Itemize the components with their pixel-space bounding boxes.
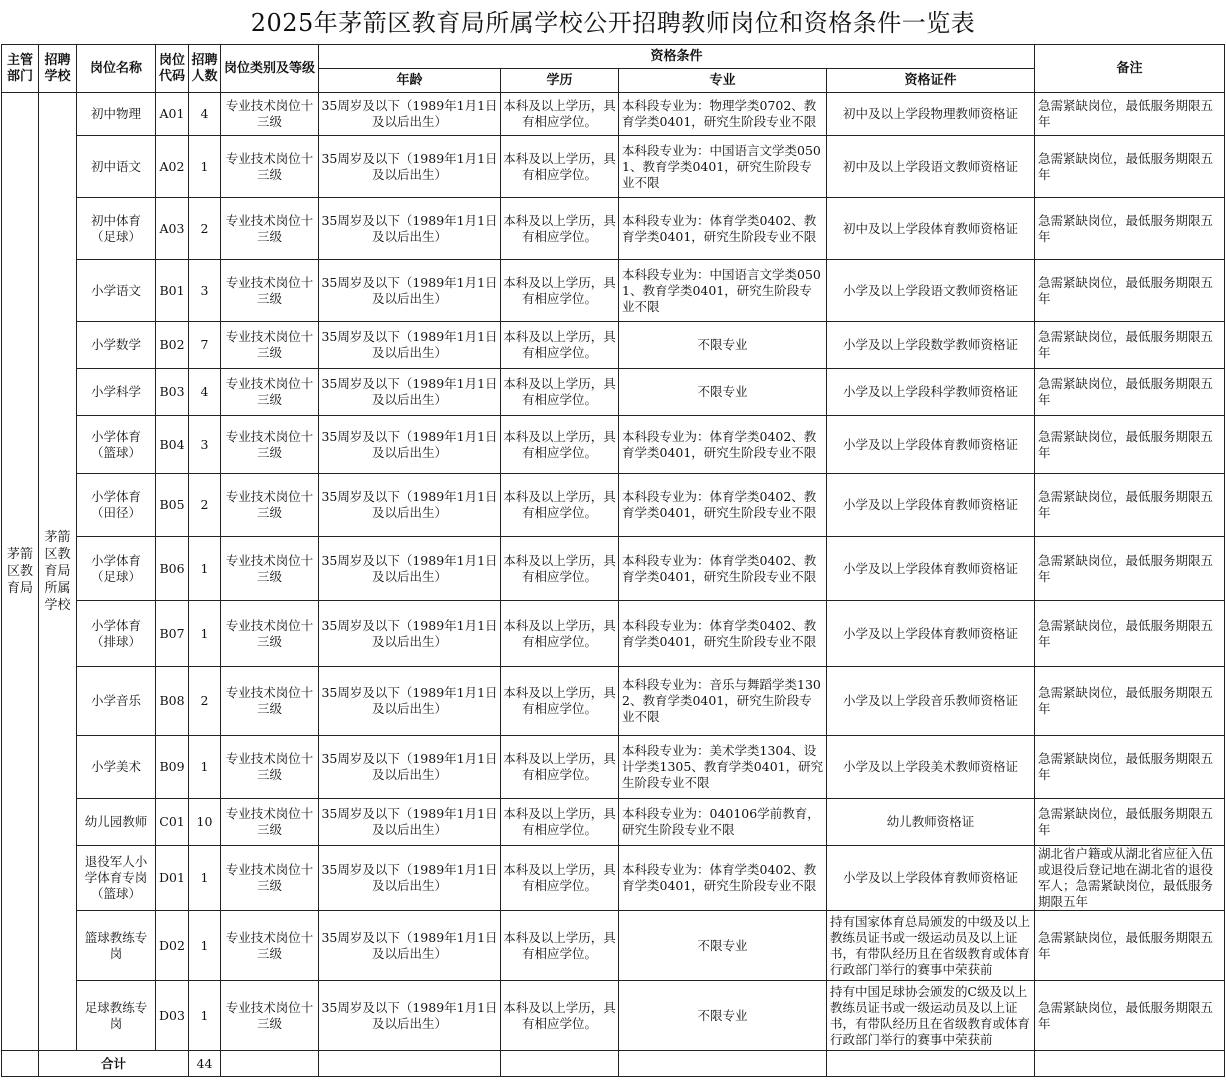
header-count: 招聘人数 [189, 45, 221, 93]
header-category: 岗位类别及等级 [221, 45, 319, 93]
major-cell: 本科段专业为：体育学类0402、教育学类0401，研究生阶段专业不限 [619, 537, 827, 601]
post-code-cell: A02 [156, 136, 189, 198]
age-cell: 35周岁及以下（1989年1月1日及以后出生） [319, 736, 501, 799]
age-cell: 35周岁及以下（1989年1月1日及以后出生） [319, 667, 501, 736]
education-cell: 本科及以上学历，具有相应学位。 [501, 416, 619, 474]
count-cell: 4 [189, 93, 221, 136]
remarks-cell: 急需紧缺岗位，最低服务期限五年 [1035, 667, 1225, 736]
age-cell: 35周岁及以下（1989年1月1日及以后出生） [319, 911, 501, 981]
post-name-cell: 小学体育（篮球） [77, 416, 156, 474]
category-cell: 专业技术岗位十三级 [221, 369, 319, 416]
total-empty [619, 1051, 827, 1077]
table-row [2, 322, 1225, 369]
page-title: 2025年茅箭区教育局所属学校公开招聘教师岗位和资格条件一览表 [250, 9, 976, 37]
post-code-cell: B09 [156, 736, 189, 799]
category-cell: 专业技术岗位十三级 [221, 474, 319, 537]
major-cell: 本科段专业为：体育学类0402、教育学类0401，研究生阶段专业不限 [619, 416, 827, 474]
age-cell: 35周岁及以下（1989年1月1日及以后出生） [319, 799, 501, 846]
total-empty [1035, 1051, 1225, 1077]
education-cell: 本科及以上学历，具有相应学位。 [501, 322, 619, 369]
post-code-cell: A01 [156, 93, 189, 136]
table-row [2, 369, 1225, 416]
certificate-cell: 小学及以上学段科学教师资格证 [827, 369, 1035, 416]
age-cell: 35周岁及以下（1989年1月1日及以后出生） [319, 198, 501, 260]
education-cell: 本科及以上学历，具有相应学位。 [501, 667, 619, 736]
count-cell: 1 [189, 736, 221, 799]
remarks-cell: 急需紧缺岗位，最低服务期限五年 [1035, 736, 1225, 799]
major-cell: 本科段专业为：中国语言文学类0501、教育学类0401，研究生阶段专业不限 [619, 136, 827, 198]
category-cell: 专业技术岗位十三级 [221, 981, 319, 1051]
header-certificate: 资格证件 [827, 69, 1035, 93]
count-cell: 1 [189, 136, 221, 198]
certificate-cell: 小学及以上学段数学教师资格证 [827, 322, 1035, 369]
age-cell: 35周岁及以下（1989年1月1日及以后出生） [319, 846, 501, 911]
certificate-cell: 持有国家体育总局颁发的中级及以上教练员证书或一级运动员及以上证书，有带队经历且在省级教育或体育行政部门举行的赛事中荣获前 [827, 911, 1035, 981]
post-name-cell: 初中语文 [77, 136, 156, 198]
age-cell: 35周岁及以下（1989年1月1日及以后出生） [319, 136, 501, 198]
post-code-cell: B05 [156, 474, 189, 537]
post-code-cell: B04 [156, 416, 189, 474]
category-cell: 专业技术岗位十三级 [221, 93, 319, 136]
major-cell: 本科段专业为：音乐与舞蹈学类1302、教育学类0401，研究生阶段专业不限 [619, 667, 827, 736]
table-row [2, 93, 1225, 136]
category-cell: 专业技术岗位十三级 [221, 799, 319, 846]
table-row [2, 846, 1225, 911]
table-row [2, 799, 1225, 846]
education-cell: 本科及以上学历，具有相应学位。 [501, 981, 619, 1051]
age-cell: 35周岁及以下（1989年1月1日及以后出生） [319, 416, 501, 474]
count-cell: 1 [189, 537, 221, 601]
education-cell: 本科及以上学历，具有相应学位。 [501, 198, 619, 260]
header-post-code: 岗位代码 [156, 45, 189, 93]
count-cell: 3 [189, 260, 221, 322]
post-name-cell: 小学音乐 [77, 667, 156, 736]
education-cell: 本科及以上学历，具有相应学位。 [501, 736, 619, 799]
recruitment-table [1, 44, 1225, 1077]
header-dept: 主管部门 [2, 45, 39, 93]
table-row [2, 911, 1225, 981]
total-empty [501, 1051, 619, 1077]
major-cell: 不限专业 [619, 369, 827, 416]
header-qualification: 资格条件 [319, 45, 1035, 69]
count-cell: 1 [189, 846, 221, 911]
education-cell: 本科及以上学历，具有相应学位。 [501, 846, 619, 911]
certificate-cell: 初中及以上学段物理教师资格证 [827, 93, 1035, 136]
table-row [2, 416, 1225, 474]
major-cell: 不限专业 [619, 911, 827, 981]
count-cell: 4 [189, 369, 221, 416]
age-cell: 35周岁及以下（1989年1月1日及以后出生） [319, 369, 501, 416]
header-education: 学历 [501, 69, 619, 93]
major-cell: 本科段专业为：体育学类0402、教育学类0401，研究生阶段专业不限 [619, 198, 827, 260]
certificate-cell: 幼儿教师资格证 [827, 799, 1035, 846]
dept-cell: 茅箭区教育局 [2, 93, 39, 1051]
remarks-cell: 急需紧缺岗位，最低服务期限五年 [1035, 799, 1225, 846]
education-cell: 本科及以上学历，具有相应学位。 [501, 474, 619, 537]
post-code-cell: B01 [156, 260, 189, 322]
major-cell: 本科段专业为：美术学类1304、设计学类1305、教育学类0401，研究生阶段专业不限 [619, 736, 827, 799]
post-code-cell: D03 [156, 981, 189, 1051]
post-code-cell: B08 [156, 667, 189, 736]
education-cell: 本科及以上学历，具有相应学位。 [501, 136, 619, 198]
count-cell: 3 [189, 416, 221, 474]
table-row [2, 981, 1225, 1051]
certificate-cell: 小学及以上学段语文教师资格证 [827, 260, 1035, 322]
table-row [2, 474, 1225, 537]
category-cell: 专业技术岗位十三级 [221, 260, 319, 322]
remarks-cell: 急需紧缺岗位，最低服务期限五年 [1035, 911, 1225, 981]
education-cell: 本科及以上学历，具有相应学位。 [501, 911, 619, 981]
count-cell: 1 [189, 981, 221, 1051]
table-row [2, 667, 1225, 736]
table-row [2, 260, 1225, 322]
certificate-cell: 持有中国足球协会颁发的C级及以上教练员证书或一级运动员及以上证书，有带队经历且在省级教育或体育行政部门举行的赛事中荣获前 [827, 981, 1035, 1051]
count-cell: 2 [189, 667, 221, 736]
count-cell: 10 [189, 799, 221, 846]
count-cell: 1 [189, 911, 221, 981]
post-name-cell: 足球教练专岗 [77, 981, 156, 1051]
post-name-cell: 小学数学 [77, 322, 156, 369]
remarks-cell: 急需紧缺岗位，最低服务期限五年 [1035, 322, 1225, 369]
post-name-cell: 小学体育（排球） [77, 601, 156, 667]
certificate-cell: 小学及以上学段体育教师资格证 [827, 537, 1035, 601]
age-cell: 35周岁及以下（1989年1月1日及以后出生） [319, 981, 501, 1051]
major-cell: 不限专业 [619, 981, 827, 1051]
remarks-cell: 急需紧缺岗位，最低服务期限五年 [1035, 93, 1225, 136]
table-row [2, 537, 1225, 601]
remarks-cell: 湖北省户籍或从湖北省应征入伍或退役后登记地在湖北省的退役军人；急需紧缺岗位，最低服务期限五年 [1035, 846, 1225, 911]
post-name-cell: 初中体育（足球） [77, 198, 156, 260]
post-name-cell: 小学美术 [77, 736, 156, 799]
total-value: 44 [189, 1051, 221, 1077]
remarks-cell: 急需紧缺岗位，最低服务期限五年 [1035, 198, 1225, 260]
age-cell: 35周岁及以下（1989年1月1日及以后出生） [319, 474, 501, 537]
certificate-cell: 小学及以上学段美术教师资格证 [827, 736, 1035, 799]
age-cell: 35周岁及以下（1989年1月1日及以后出生） [319, 601, 501, 667]
remarks-cell: 急需紧缺岗位，最低服务期限五年 [1035, 537, 1225, 601]
table-row [2, 136, 1225, 198]
certificate-cell: 小学及以上学段体育教师资格证 [827, 846, 1035, 911]
remarks-cell: 急需紧缺岗位，最低服务期限五年 [1035, 136, 1225, 198]
count-cell: 1 [189, 601, 221, 667]
certificate-cell: 初中及以上学段语文教师资格证 [827, 136, 1035, 198]
count-cell: 7 [189, 322, 221, 369]
post-name-cell: 幼儿园教师 [77, 799, 156, 846]
table-row [2, 736, 1225, 799]
education-cell: 本科及以上学历，具有相应学位。 [501, 93, 619, 136]
category-cell: 专业技术岗位十三级 [221, 537, 319, 601]
post-name-cell: 小学语文 [77, 260, 156, 322]
post-name-cell: 篮球教练专岗 [77, 911, 156, 981]
header-age: 年龄 [319, 69, 501, 93]
post-code-cell: B06 [156, 537, 189, 601]
total-row [2, 1051, 1225, 1077]
count-cell: 2 [189, 474, 221, 537]
remarks-cell: 急需紧缺岗位，最低服务期限五年 [1035, 369, 1225, 416]
category-cell: 专业技术岗位十三级 [221, 736, 319, 799]
major-cell: 不限专业 [619, 322, 827, 369]
certificate-cell: 小学及以上学段体育教师资格证 [827, 474, 1035, 537]
header-school: 招聘学校 [39, 45, 77, 93]
certificate-cell: 初中及以上学段体育教师资格证 [827, 198, 1035, 260]
category-cell: 专业技术岗位十三级 [221, 136, 319, 198]
header-major: 专业 [619, 69, 827, 93]
major-cell: 本科段专业为：物理学类0702、教育学类0401，研究生阶段专业不限 [619, 93, 827, 136]
post-code-cell: D01 [156, 846, 189, 911]
header-post-name: 岗位名称 [77, 45, 156, 93]
post-name-cell: 小学科学 [77, 369, 156, 416]
total-label: 合计 [39, 1051, 189, 1077]
certificate-cell: 小学及以上学段体育教师资格证 [827, 416, 1035, 474]
remarks-cell: 急需紧缺岗位，最低服务期限五年 [1035, 260, 1225, 322]
certificate-cell: 小学及以上学段体育教师资格证 [827, 601, 1035, 667]
major-cell: 本科段专业为：中国语言文学类0501、教育学类0401，研究生阶段专业不限 [619, 260, 827, 322]
category-cell: 专业技术岗位十三级 [221, 601, 319, 667]
post-name-cell: 初中物理 [77, 93, 156, 136]
age-cell: 35周岁及以下（1989年1月1日及以后出生） [319, 537, 501, 601]
education-cell: 本科及以上学历，具有相应学位。 [501, 260, 619, 322]
header-remarks: 备注 [1035, 45, 1225, 93]
post-code-cell: B02 [156, 322, 189, 369]
remarks-cell: 急需紧缺岗位，最低服务期限五年 [1035, 601, 1225, 667]
total-empty [319, 1051, 501, 1077]
remarks-cell: 急需紧缺岗位，最低服务期限五年 [1035, 416, 1225, 474]
post-code-cell: A03 [156, 198, 189, 260]
age-cell: 35周岁及以下（1989年1月1日及以后出生） [319, 260, 501, 322]
post-code-cell: C01 [156, 799, 189, 846]
age-cell: 35周岁及以下（1989年1月1日及以后出生） [319, 322, 501, 369]
certificate-cell: 小学及以上学段音乐教师资格证 [827, 667, 1035, 736]
major-cell: 本科段专业为：体育学类0402、教育学类0401，研究生阶段专业不限 [619, 474, 827, 537]
post-code-cell: B03 [156, 369, 189, 416]
category-cell: 专业技术岗位十三级 [221, 198, 319, 260]
category-cell: 专业技术岗位十三级 [221, 322, 319, 369]
category-cell: 专业技术岗位十三级 [221, 416, 319, 474]
category-cell: 专业技术岗位十三级 [221, 846, 319, 911]
total-dept-empty [2, 1051, 39, 1077]
post-code-cell: B07 [156, 601, 189, 667]
remarks-cell: 急需紧缺岗位，最低服务期限五年 [1035, 981, 1225, 1051]
education-cell: 本科及以上学历，具有相应学位。 [501, 537, 619, 601]
table-row [2, 601, 1225, 667]
education-cell: 本科及以上学历，具有相应学位。 [501, 799, 619, 846]
post-name-cell: 小学体育（足球） [77, 537, 156, 601]
remarks-cell: 急需紧缺岗位，最低服务期限五年 [1035, 474, 1225, 537]
major-cell: 本科段专业为：体育学类0402、教育学类0401，研究生阶段专业不限 [619, 601, 827, 667]
major-cell: 本科段专业为：体育学类0402、教育学类0401，研究生阶段专业不限 [619, 846, 827, 911]
count-cell: 2 [189, 198, 221, 260]
category-cell: 专业技术岗位十三级 [221, 667, 319, 736]
total-empty [221, 1051, 319, 1077]
total-empty [827, 1051, 1035, 1077]
school-cell: 茅箭区教育局所属学校 [39, 93, 77, 1051]
education-cell: 本科及以上学历，具有相应学位。 [501, 369, 619, 416]
post-name-cell: 小学体育（田径） [77, 474, 156, 537]
major-cell: 本科段专业为：040106学前教育，研究生阶段专业不限 [619, 799, 827, 846]
post-name-cell: 退役军人小学体育专岗（篮球） [77, 846, 156, 911]
post-code-cell: D02 [156, 911, 189, 981]
category-cell: 专业技术岗位十三级 [221, 911, 319, 981]
table-row [2, 198, 1225, 260]
education-cell: 本科及以上学历，具有相应学位。 [501, 601, 619, 667]
age-cell: 35周岁及以下（1989年1月1日及以后出生） [319, 93, 501, 136]
